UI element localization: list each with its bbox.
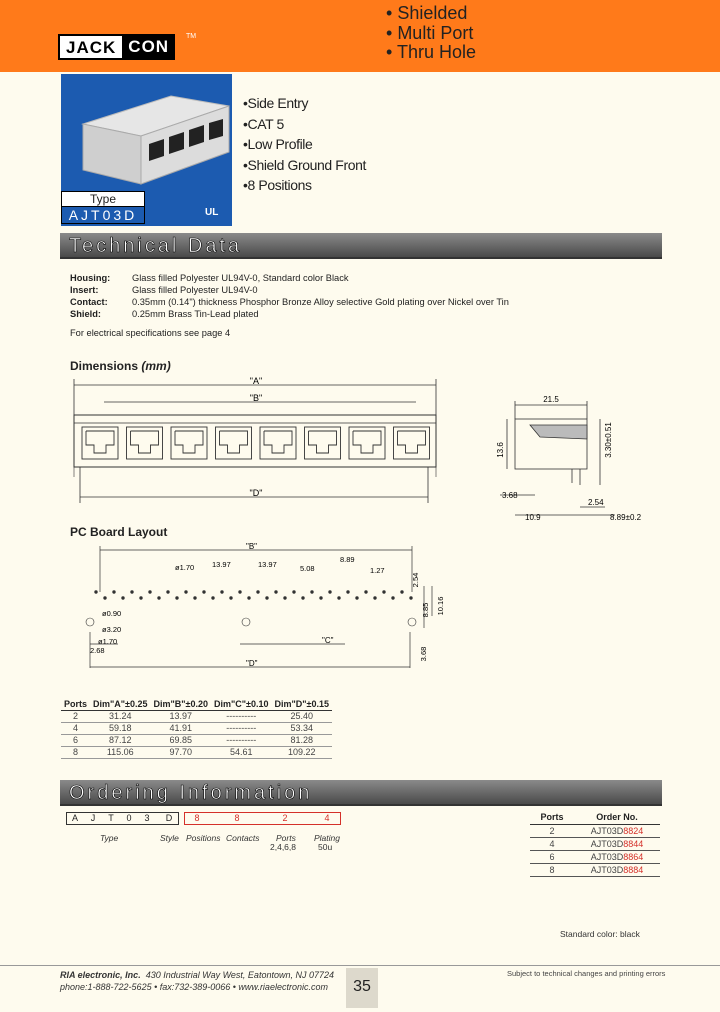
pcb-268: 2.68 — [90, 646, 105, 655]
table-header-row — [61, 698, 332, 710]
port-opening — [309, 431, 337, 453]
table-cell: 8 — [61, 746, 90, 758]
pcb-pin-hole — [212, 597, 215, 600]
table-cell: 109.22 — [272, 746, 333, 758]
pcb-pin-hole — [365, 591, 368, 594]
pcb-1397b: 13.97 — [258, 560, 277, 569]
header-bullet: • Shielded — [386, 4, 476, 24]
port-opening — [131, 431, 159, 453]
table-cell: 69.85 — [151, 734, 212, 746]
table-row — [530, 837, 660, 850]
code-label-ports: Ports — [276, 833, 296, 843]
pcb-pin-hole — [311, 591, 314, 594]
feature-item: • 8 Positions — [243, 175, 366, 196]
side-dim-c: 10.9 — [525, 513, 541, 522]
order-suffix: 8884 — [623, 864, 644, 875]
pcb-label-d: "D" — [246, 659, 258, 668]
pcb-pin-hole — [221, 591, 224, 594]
pcb-pin-hole — [230, 597, 233, 600]
table-row — [530, 824, 660, 837]
table-cell: ---------- — [211, 722, 272, 734]
section-title: Technical Data — [69, 235, 243, 257]
tech-key: Insert: — [70, 285, 99, 295]
table-cell: 4 — [61, 722, 90, 734]
table-cell: 87.12 — [90, 734, 151, 746]
order-number — [574, 837, 660, 850]
code-char: 0 — [126, 813, 132, 823]
code-char: 3 — [144, 813, 150, 823]
code-label-contacts: Contacts — [226, 833, 260, 843]
pcb-pin-hole — [275, 591, 278, 594]
table-row — [61, 734, 332, 746]
code-option: 8 — [234, 813, 240, 823]
table-row — [61, 722, 332, 734]
table-cell: 97.70 — [151, 746, 212, 758]
order-prefix: AJT03D — [590, 864, 624, 875]
table-header: Dim"C"±0.10 — [211, 698, 272, 710]
order-suffix: 8824 — [623, 825, 644, 836]
tech-row — [70, 308, 509, 320]
pcb-368: 3.68 — [419, 646, 428, 662]
table-cell: 2 — [530, 824, 574, 837]
table-cell: 115.06 — [90, 746, 151, 758]
pcb-label-b: "B" — [246, 542, 258, 551]
port-outline — [260, 427, 296, 459]
port-outline — [216, 427, 252, 459]
pcb-label-c: "C" — [322, 636, 334, 645]
code-label-style: Style — [160, 833, 179, 843]
port-outline — [394, 427, 430, 459]
pcb-pin-hole — [293, 591, 296, 594]
pcb-pin-hole — [149, 591, 152, 594]
code-char: J — [90, 813, 96, 823]
dim-label-a: "A" — [249, 376, 263, 386]
table-cell: ---------- — [211, 734, 272, 746]
ul-logo: UL — [205, 207, 219, 218]
side-height2: 3.30±0.51 — [604, 422, 613, 458]
pcb-pin-hole — [302, 597, 305, 600]
code-label-type: Type — [100, 833, 119, 843]
order-code — [66, 812, 346, 862]
footer-line-1 — [60, 969, 334, 981]
pcb-pin-hole — [122, 597, 125, 600]
pcb-pin-hole — [140, 597, 143, 600]
technical-data-banner — [60, 233, 662, 259]
tech-row — [70, 272, 509, 284]
pcb-885: 8.85 — [421, 602, 430, 618]
code-char: A — [71, 813, 78, 823]
pcb-pin-hole — [104, 597, 107, 600]
pcb-d170: ø1.70 — [175, 563, 195, 572]
pcb-pin-hole — [248, 597, 251, 600]
table-cell: 41.91 — [151, 722, 212, 734]
dim-label-b: "B" — [249, 393, 263, 403]
pcb-pin-hole — [167, 591, 170, 594]
logo-tm: TM — [186, 33, 197, 40]
table-cell: 4 — [530, 837, 574, 850]
table-cell: 54.61 — [211, 746, 272, 758]
side-height: 13.6 — [496, 442, 505, 458]
pcb-mount-hole — [408, 618, 416, 626]
header-bullet: • Thru Hole — [386, 43, 476, 63]
section-title: Ordering Information — [69, 782, 313, 804]
pcb-mount-hole — [86, 618, 94, 626]
code-label-plating: Plating — [314, 833, 340, 843]
table-cell: 81.28 — [272, 734, 333, 746]
order-suffix: 8864 — [623, 851, 644, 862]
port-opening — [86, 431, 114, 453]
tech-value: 0.25mm Brass Tin-Lead plated — [132, 309, 259, 319]
dimensions-unit: (mm) — [141, 359, 171, 373]
header-bullet: • Multi Port — [386, 24, 476, 44]
tech-key: Housing: — [70, 273, 111, 283]
pcb-pin-hole — [185, 591, 188, 594]
technical-data — [70, 272, 509, 320]
pcb-pin-hole — [356, 597, 359, 600]
pcb-pin-hole — [176, 597, 179, 600]
code-label-positions: Positions — [186, 833, 221, 843]
pcb-508: 5.08 — [300, 564, 315, 573]
type-label: Type — [61, 191, 145, 207]
pcb-1397a: 13.97 — [212, 560, 231, 569]
table-cell: 6 — [530, 850, 574, 863]
pcb-pin-hole — [401, 591, 404, 594]
port-opening — [353, 431, 381, 453]
order-prefix: AJT03D — [590, 825, 624, 836]
tech-value: Glass filled Polyester UL94V-0, Standard color Black — [132, 273, 349, 283]
table-cell: 8 — [530, 863, 574, 876]
pcb-pin-hole — [338, 597, 341, 600]
feature-item: • Side Entry — [243, 93, 366, 114]
pcb-pin-hole — [257, 591, 260, 594]
header-bullets — [386, 4, 476, 63]
port-outline — [82, 427, 118, 459]
code-label-plating-value: 50u — [318, 842, 333, 852]
pcb-pin-hole — [266, 597, 269, 600]
tech-key: Shield: — [70, 309, 101, 319]
pcb-pin-hole — [131, 591, 134, 594]
order-prefix: AJT03D — [590, 838, 624, 849]
port-outline — [127, 427, 163, 459]
port-opening — [398, 431, 426, 453]
side-width: 21.5 — [543, 395, 559, 404]
pcb-pin-hole — [284, 597, 287, 600]
standard-color-note: Standard color: black — [560, 929, 640, 939]
pcb-pin-hole — [329, 591, 332, 594]
tech-value: 0.35mm (0.14") thickness Phosphor Bronze Alloy selective Gold plating over Nickel over Tin — [132, 297, 509, 307]
code-char: T — [108, 813, 114, 823]
company-address: 430 Industrial Way West, Eatontown, NJ 07724 — [145, 970, 334, 980]
order-number — [574, 824, 660, 837]
pcb-heading: PC Board Layout — [70, 525, 168, 539]
ordering-banner — [60, 780, 662, 806]
pcb-pin-hole — [203, 591, 206, 594]
footer-divider — [0, 965, 720, 966]
table-header: Order No. — [574, 811, 660, 824]
order-table — [530, 811, 660, 877]
pcb-254: 2.54 — [411, 572, 420, 588]
table-row — [530, 850, 660, 863]
feature-item: • Low Profile — [243, 134, 366, 155]
jackcon-logo — [58, 33, 197, 60]
pcb-d320: ø3.20 — [102, 625, 122, 634]
dimensions-drawing — [60, 375, 700, 523]
page-number: 35 — [346, 968, 378, 1008]
pcb-pin-hole — [113, 591, 116, 594]
tech-row — [70, 284, 509, 296]
side-dim-b: 2.54 — [588, 498, 604, 507]
tech-value: Glass filled Polyester UL94V-0 — [132, 285, 258, 295]
table-cell: 31.24 — [90, 710, 151, 722]
feature-item: • CAT 5 — [243, 114, 366, 135]
pcb-drawing — [60, 540, 460, 670]
table-cell: 13.97 — [151, 710, 212, 722]
logo-con: CON — [124, 34, 175, 60]
table-cell: ---------- — [211, 710, 272, 722]
table-cell: 6 — [61, 734, 90, 746]
code-char: D — [165, 813, 173, 823]
table-header: Dim"B"±0.20 — [151, 698, 212, 710]
feature-list — [243, 93, 366, 196]
port-outline — [305, 427, 341, 459]
pcb-pin-hole — [347, 591, 350, 594]
pcb-d170b: ø1.70 — [98, 637, 118, 646]
code-option: 8 — [194, 813, 200, 823]
port-outline — [349, 427, 385, 459]
type-box — [61, 191, 145, 225]
table-cell: 53.34 — [272, 722, 333, 734]
footer-address — [60, 969, 334, 993]
type-value: AJT03D — [61, 207, 145, 224]
pcb-pin-hole — [410, 597, 413, 600]
tech-note: For electrical specifications see page 4 — [70, 328, 231, 338]
table-cell: 25.40 — [272, 710, 333, 722]
pcb-pin-hole — [320, 597, 323, 600]
code-option: 4 — [324, 813, 330, 823]
pcb-127: 1.27 — [370, 566, 385, 575]
dimensions-heading — [70, 359, 171, 373]
pcb-889: 8.89 — [340, 555, 355, 564]
side-dim-d: 8.89±0.2 — [610, 513, 642, 522]
tech-key: Contact: — [70, 297, 108, 307]
pcb-pin-hole — [392, 597, 395, 600]
tech-row — [70, 296, 509, 308]
table-cell: 2 — [61, 710, 90, 722]
side-dim-a: 3.68 — [502, 491, 518, 500]
logo-jack: JACK — [58, 34, 124, 60]
port-opening — [175, 431, 203, 453]
order-suffix: 8844 — [623, 838, 644, 849]
port-opening — [220, 431, 248, 453]
port-outline — [171, 427, 207, 459]
dimensions-title: Dimensions — [70, 359, 139, 373]
code-label-ports-values: 2,4,6,8 — [270, 842, 296, 852]
order-number — [574, 850, 660, 863]
table-cell: 59.18 — [90, 722, 151, 734]
table-row — [61, 710, 332, 722]
table-header: Dim"D"±0.15 — [272, 698, 333, 710]
order-number — [574, 863, 660, 876]
footer-contact: phone:1-888-722-5625 • fax:732-389-0066 • www.riaelectronic.com — [60, 982, 328, 992]
dim-label-d: "D" — [249, 488, 263, 498]
feature-item: • Shield Ground Front — [243, 155, 366, 176]
table-header: Dim"A"±0.25 — [90, 698, 151, 710]
table-header-row — [530, 811, 660, 824]
dimension-table — [61, 698, 332, 759]
order-prefix: AJT03D — [590, 851, 624, 862]
pcb-d090: ø0.90 — [102, 609, 122, 618]
pcb-mount-hole — [242, 618, 250, 626]
footer-disclaimer: Subject to technical changes and printing errors — [507, 969, 666, 978]
pcb-pin-hole — [95, 591, 98, 594]
table-row — [61, 746, 332, 758]
table-row — [530, 863, 660, 876]
pcb-pin-hole — [383, 591, 386, 594]
pcb-1016: 10.16 — [436, 596, 445, 616]
pcb-pin-hole — [194, 597, 197, 600]
table-header: Ports — [530, 811, 574, 824]
company-name: RIA electronic, Inc. — [60, 970, 141, 980]
pcb-pin-hole — [158, 597, 161, 600]
pcb-pin-hole — [374, 597, 377, 600]
table-header: Ports — [61, 698, 90, 710]
port-opening — [264, 431, 292, 453]
pcb-pin-hole — [239, 591, 242, 594]
code-option: 2 — [282, 813, 288, 823]
